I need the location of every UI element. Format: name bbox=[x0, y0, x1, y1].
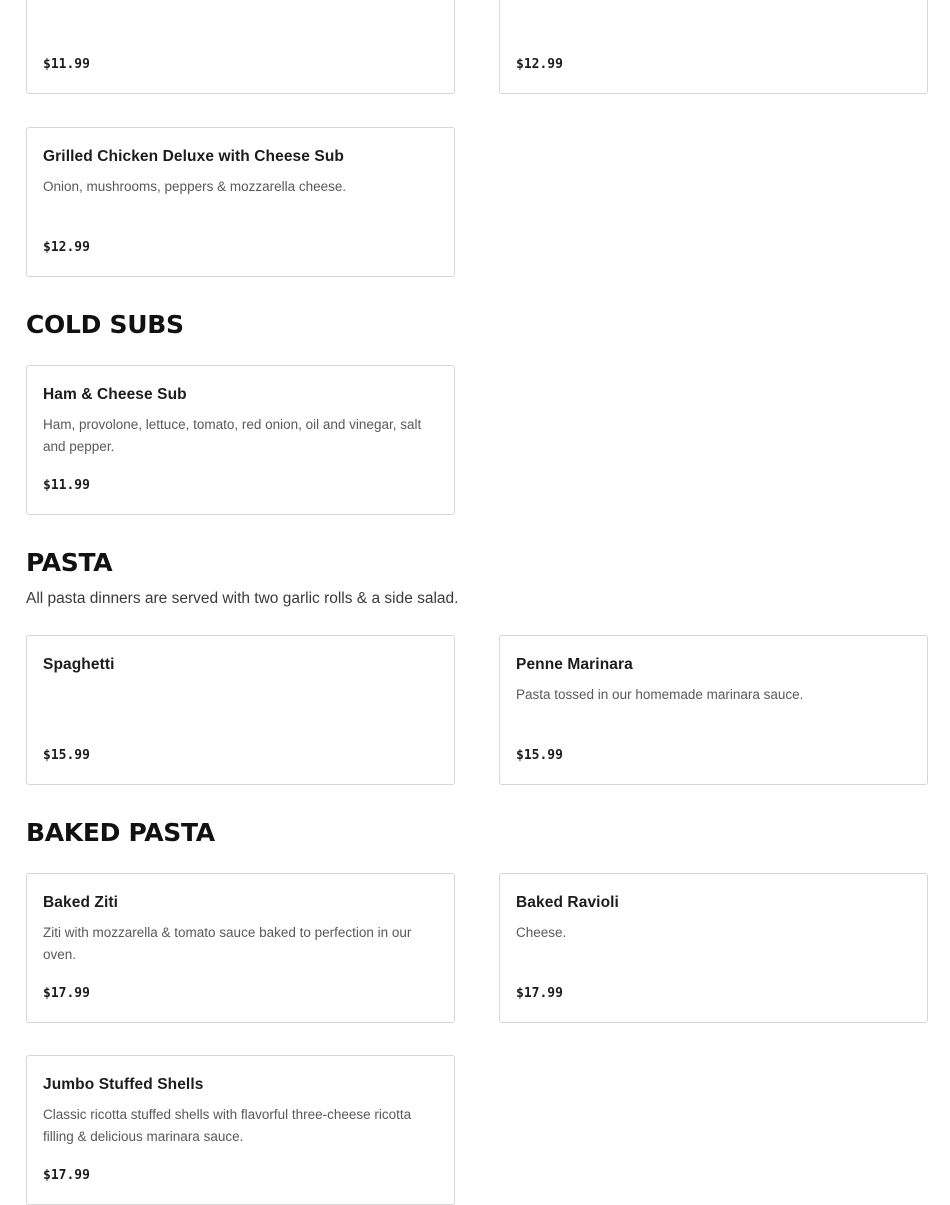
menu-item-card[interactable] bbox=[26, 365, 455, 515]
item-name: Spaghetti bbox=[43, 656, 115, 673]
item-price: $15.99 bbox=[43, 748, 90, 763]
menu-item-card[interactable] bbox=[499, 873, 928, 1023]
item-name: Penne Marinara bbox=[516, 656, 633, 673]
item-name: Jumbo Stuffed Shells bbox=[43, 1076, 204, 1093]
section-title-baked-pasta: BAKED PASTA bbox=[26, 818, 215, 847]
item-price: $11.99 bbox=[43, 57, 90, 72]
menu-item-card[interactable] bbox=[499, 0, 928, 94]
item-description: Pasta tossed in our homemade marinara sauce. bbox=[516, 687, 804, 702]
item-description: Ziti with mozzarella & tomato sauce baked to perfection in our oven. bbox=[43, 925, 412, 962]
item-description: Onion, mushrooms, peppers & mozzarella cheese. bbox=[43, 179, 347, 194]
menu-item-card[interactable] bbox=[26, 127, 455, 277]
item-name: Ham & Cheese Sub bbox=[43, 386, 187, 403]
item-price: $11.99 bbox=[43, 478, 90, 493]
item-description: Ham, provolone, lettuce, tomato, red onion, oil and vinegar, salt and pepper. bbox=[43, 417, 422, 454]
item-price: $17.99 bbox=[516, 986, 563, 1001]
section-title-cold-subs: COLD SUBS bbox=[26, 310, 184, 339]
item-price: $15.99 bbox=[516, 748, 563, 763]
section-title-pasta: PASTA bbox=[26, 548, 113, 577]
item-name: Baked Ravioli bbox=[516, 894, 619, 911]
menu-item-card[interactable] bbox=[499, 635, 928, 785]
menu-item-card[interactable] bbox=[26, 635, 455, 785]
item-price: $12.99 bbox=[516, 57, 563, 72]
item-name: Grilled Chicken Deluxe with Cheese Sub bbox=[43, 148, 344, 165]
item-price: $17.99 bbox=[43, 986, 90, 1001]
item-description: Cheese. bbox=[516, 925, 567, 940]
item-description: Classic ricotta stuffed shells with flavorful three-cheese ricotta filling & delicious marinara sauce. bbox=[43, 1107, 412, 1144]
section-note-pasta: All pasta dinners are served with two garlic rolls & a side salad. bbox=[26, 590, 459, 607]
menu-item-card[interactable] bbox=[26, 873, 455, 1023]
menu-item-card[interactable] bbox=[26, 1055, 455, 1205]
item-price: $17.99 bbox=[43, 1168, 90, 1183]
item-name: Baked Ziti bbox=[43, 894, 119, 911]
item-price: $12.99 bbox=[43, 240, 90, 255]
menu-item-card[interactable] bbox=[26, 0, 455, 94]
